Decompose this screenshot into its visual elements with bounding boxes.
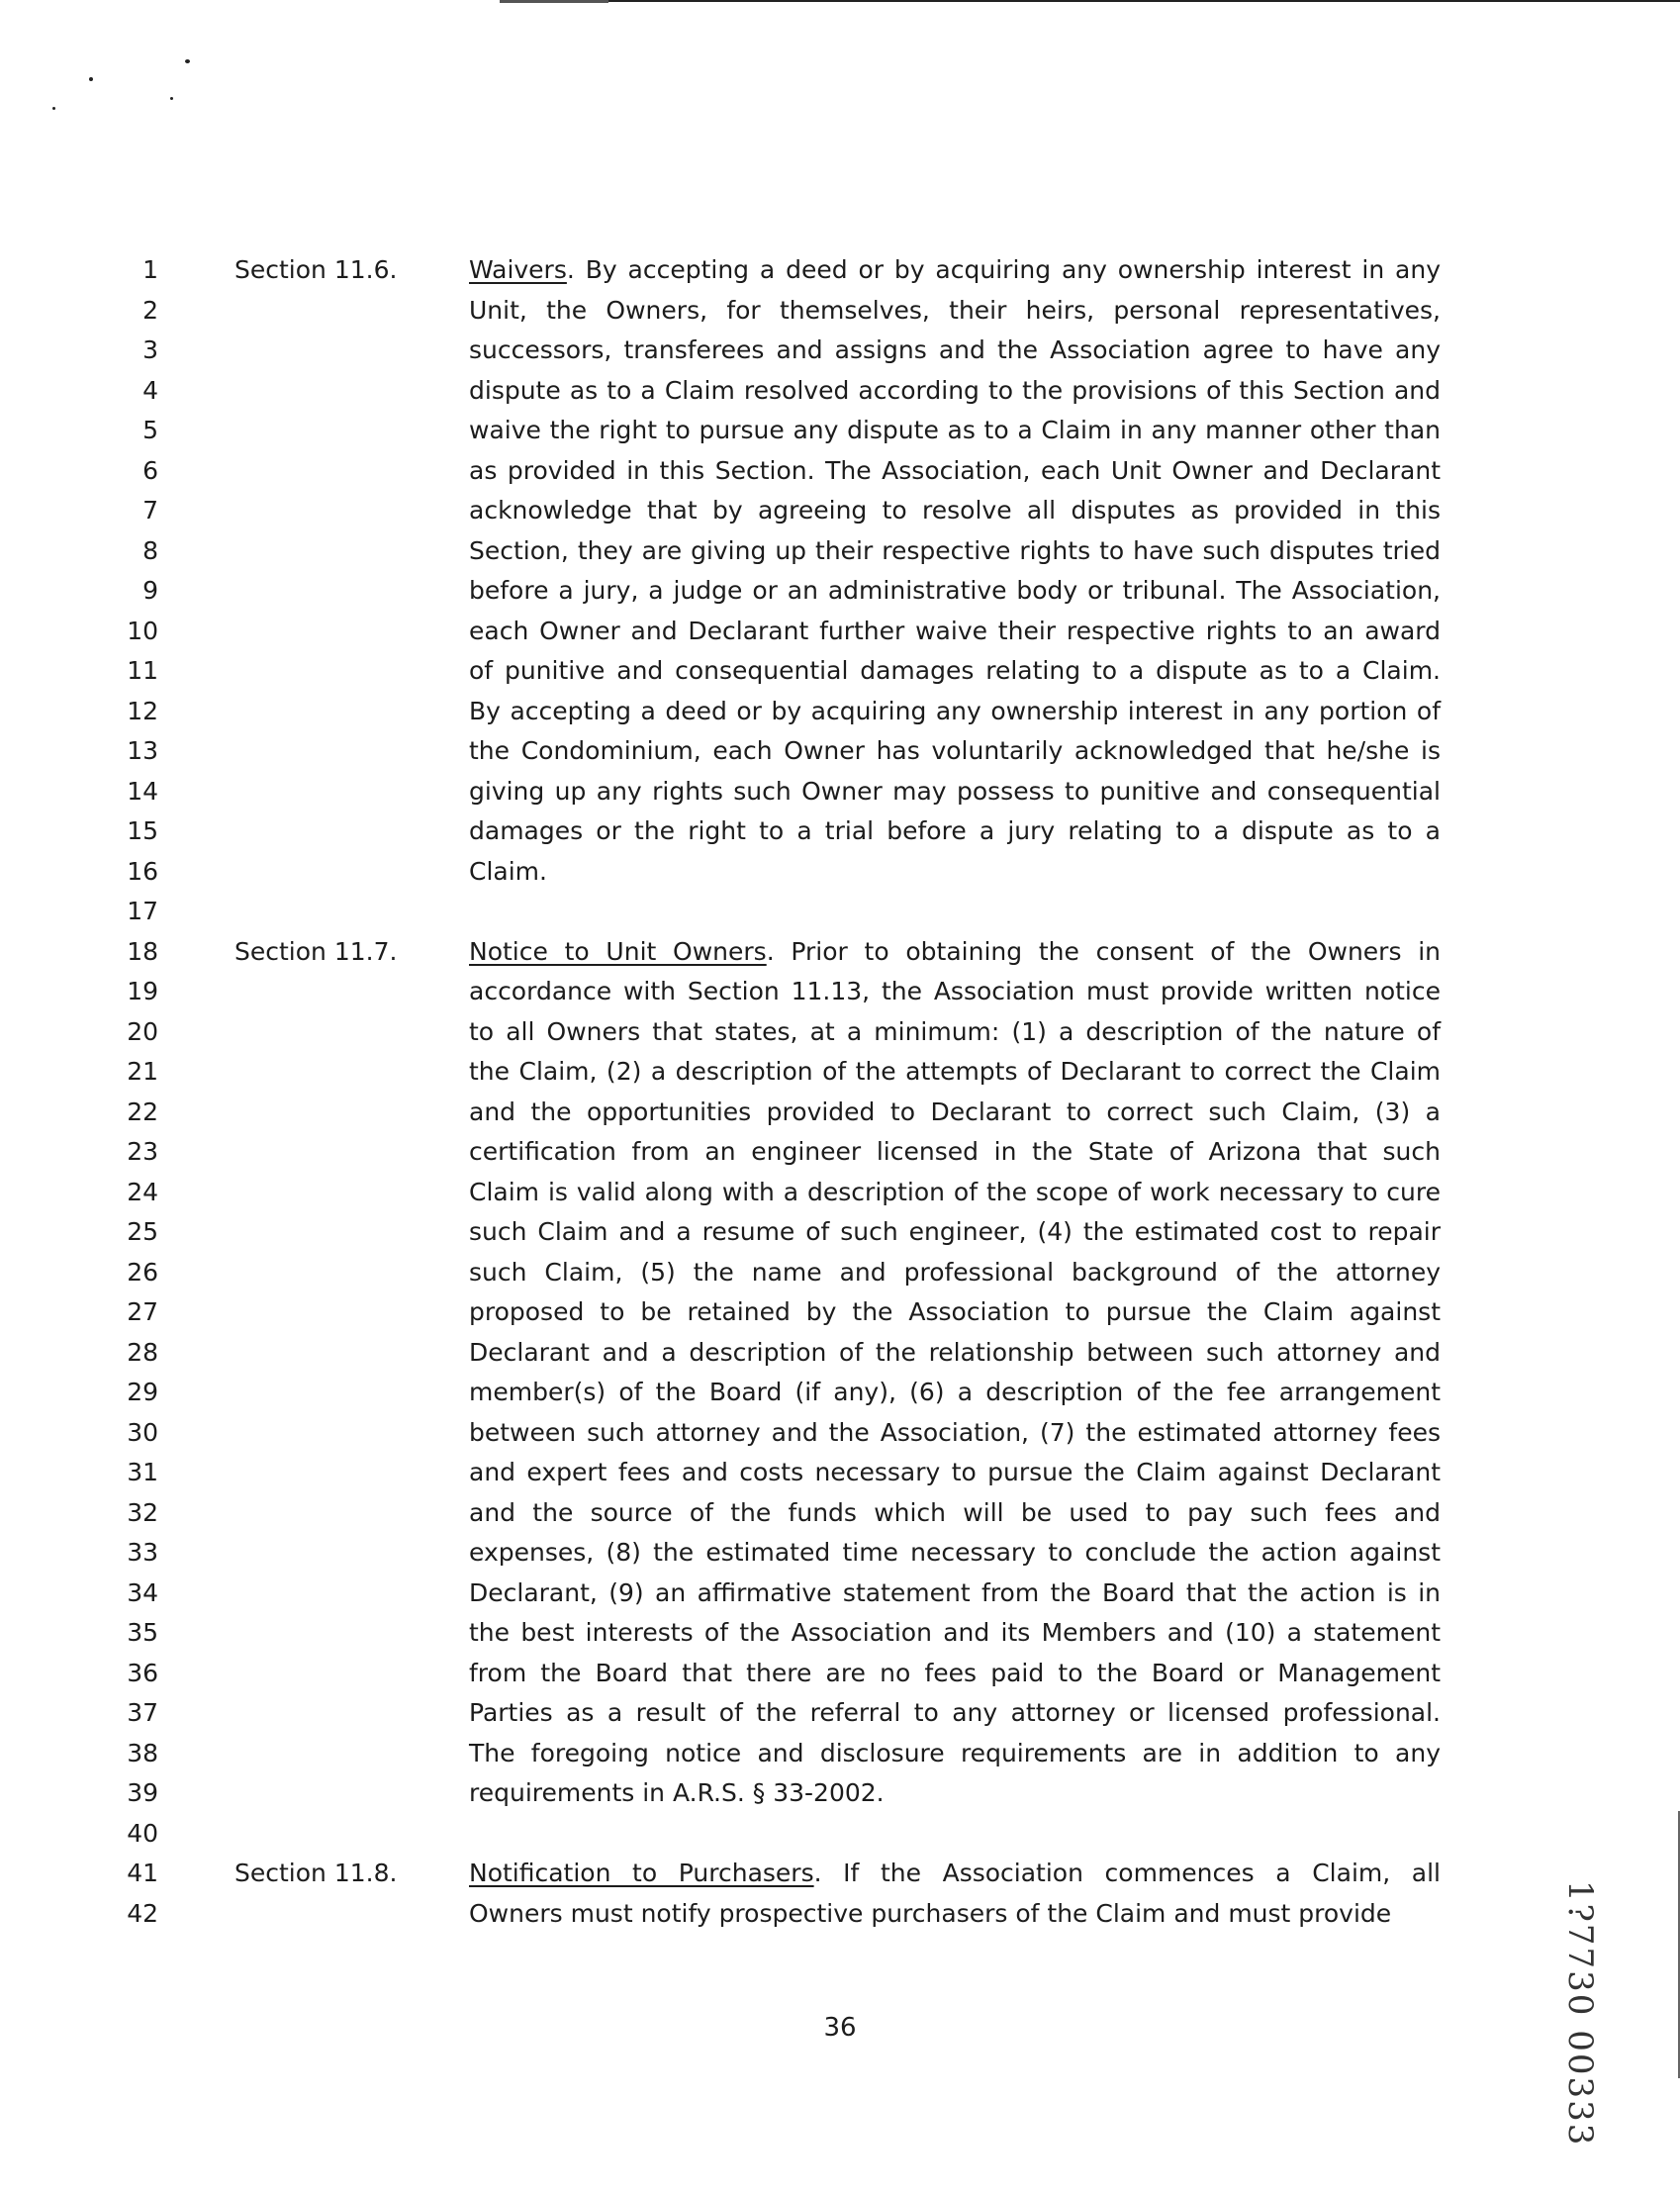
text-line: Claim is valid along with a description of the scope of work necessary to cure: [469, 1177, 1441, 1206]
line-number: 34: [127, 1577, 158, 1607]
line-number: 41: [127, 1859, 158, 1887]
text-line: By accepting a deed or by acquiring any ownership interest in any portion of: [469, 696, 1441, 725]
line-number: 4: [142, 375, 158, 405]
section-label: Section 11.8.: [234, 1859, 398, 1887]
line-number: 32: [127, 1497, 158, 1527]
line-number: 11: [127, 656, 158, 685]
text-line-content: . Prior to obtaining the consent of the Owners in: [766, 936, 1441, 966]
section-heading: Notification to Purchasers: [469, 1859, 814, 1887]
line-number: 30: [127, 1417, 158, 1447]
text-line: from the Board that there are no fees paid to the Board or Management: [469, 1658, 1441, 1687]
text-line: and the opportunities provided to Declarant to correct such Claim, (3) a: [469, 1097, 1441, 1126]
line-number: 17: [127, 897, 158, 925]
line-number: 40: [127, 1818, 158, 1848]
line-number: 7: [142, 496, 158, 525]
text-line: accordance with Section 11.13, the Association must provide written notice: [469, 977, 1441, 1005]
text-line: and expert fees and costs necessary to pursue the Claim against Declarant: [469, 1458, 1441, 1486]
text-line: Section, they are giving up their respective rights to have such disputes tried: [469, 535, 1441, 565]
line-number: 9: [142, 576, 158, 605]
text-line: proposed to be retained by the Association to pursue the Claim against: [469, 1297, 1441, 1326]
text-line-content: . If the Association commences a Claim, all: [813, 1859, 1442, 1887]
text-line: [469, 932, 1441, 972]
text-line: expenses, (8) the estimated time necessary to conclude the action against: [469, 1538, 1441, 1567]
section-heading: Waivers: [469, 255, 567, 284]
section-label: Section 11.7.: [234, 936, 398, 966]
scan-speck: [52, 107, 55, 110]
line-number: 6: [142, 455, 158, 485]
line-number: 22: [127, 1097, 158, 1126]
text-line: certification from an engineer licensed in the State of Arizona that such: [469, 1137, 1441, 1166]
line-number: 18: [127, 936, 158, 966]
text-line: each Owner and Declarant further waive their respective rights to an award: [469, 616, 1441, 645]
section-heading: Notice to Unit Owners: [469, 936, 767, 966]
text-line: Unit, the Owners, for themselves, their heirs, personal representatives,: [469, 295, 1441, 325]
scan-speck: [89, 77, 93, 81]
line-number: 8: [142, 535, 158, 565]
text-line: such Claim and a resume of such engineer, (4) the estimated cost to repair: [469, 1217, 1441, 1246]
line-number: 1: [142, 255, 158, 284]
text-line: [469, 250, 1441, 290]
line-number: 29: [127, 1378, 158, 1406]
text-line: such Claim, (5) the name and professional background of the attorney: [469, 1257, 1441, 1287]
text-line: damages or the right to a trial before a jury relating to a dispute as to a: [469, 816, 1441, 845]
line-number: 13: [127, 736, 158, 765]
text-line: Owners must notify prospective purchasers of the Claim and must provide: [469, 1898, 1392, 1928]
scan-speck: [170, 97, 173, 100]
line-number: 38: [127, 1738, 158, 1767]
text-line: before a jury, a judge or an administrative body or tribunal. The Association,: [469, 576, 1441, 605]
line-number: 5: [142, 416, 158, 444]
text-line: the Claim, (2) a description of the attempts of Declarant to correct the Claim: [469, 1057, 1441, 1086]
line-number: 31: [127, 1458, 158, 1486]
line-number: 37: [127, 1698, 158, 1727]
line-number: 21: [127, 1057, 158, 1086]
text-line: waive the right to pursue any dispute as to a Claim in any manner other than: [469, 416, 1441, 444]
line-number: 25: [127, 1217, 158, 1246]
section-label: Section 11.6.: [234, 255, 398, 284]
line-number: 14: [127, 776, 158, 806]
text-line: to all Owners that states, at a minimum: (1) a description of the nature of: [469, 1016, 1441, 1046]
line-number: 36: [127, 1658, 158, 1687]
line-number: 28: [127, 1337, 158, 1367]
line-number: 39: [127, 1778, 158, 1807]
text-line: the Condominium, each Owner has voluntarily acknowledged that he/she is: [469, 736, 1441, 765]
line-number: 12: [127, 696, 158, 725]
text-line: and the source of the funds which will be used to pay such fees and: [469, 1497, 1441, 1527]
text-line: requirements in A.R.S. § 33-2002.: [469, 1778, 885, 1807]
line-number: 19: [127, 977, 158, 1005]
line-number: 20: [127, 1016, 158, 1046]
text-line: successors, transferees and assigns and the Association agree to have any: [469, 335, 1441, 364]
line-number: 10: [127, 616, 158, 645]
text-line-content: . By accepting a deed or by acquiring any ownership interest in any: [566, 255, 1441, 284]
recording-stamp: 1?7730 00333: [1560, 1880, 1600, 2147]
line-number: 15: [127, 816, 158, 845]
line-number: 42: [127, 1898, 158, 1928]
text-line: the best interests of the Association and its Members and (10) a statement: [469, 1618, 1441, 1647]
text-line: Parties as a result of the referral to any attorney or licensed professional.: [469, 1698, 1441, 1727]
text-line: The foregoing notice and disclosure requirements are in addition to any: [469, 1738, 1441, 1767]
line-number: 27: [127, 1297, 158, 1326]
text-line: as provided in this Section. The Association, each Unit Owner and Declarant: [469, 455, 1441, 485]
top-rule: [594, 0, 1680, 2]
text-line: Declarant, (9) an affirmative statement from the Board that the action is in: [469, 1577, 1441, 1607]
top-rule-mark: [500, 0, 608, 3]
text-line: acknowledge that by agreeing to resolve all disputes as provided in this: [469, 496, 1441, 525]
page-number: 36: [823, 2013, 857, 2043]
line-number: 26: [127, 1257, 158, 1287]
line-number: 16: [127, 856, 158, 886]
line-number: 3: [142, 335, 158, 364]
text-line: Declarant and a description of the relationship between such attorney and: [469, 1337, 1441, 1367]
scan-speck: [185, 59, 190, 63]
text-line: member(s) of the Board (if any), (6) a description of the fee arrangement: [469, 1378, 1441, 1406]
line-number: 24: [127, 1177, 158, 1206]
line-number: 35: [127, 1618, 158, 1647]
text-line: of punitive and consequential damages relating to a dispute as to a Claim.: [469, 656, 1441, 685]
line-number: 2: [142, 295, 158, 325]
line-number: 23: [127, 1137, 158, 1166]
text-line: giving up any rights such Owner may possess to punitive and consequential: [469, 776, 1441, 806]
text-line: [469, 1854, 1441, 1893]
text-line: Claim.: [469, 856, 547, 886]
text-line: between such attorney and the Association, (7) the estimated attorney fees: [469, 1417, 1441, 1447]
line-number: 33: [127, 1538, 158, 1567]
text-line: dispute as to a Claim resolved according to the provisions of this Section and: [469, 375, 1441, 405]
